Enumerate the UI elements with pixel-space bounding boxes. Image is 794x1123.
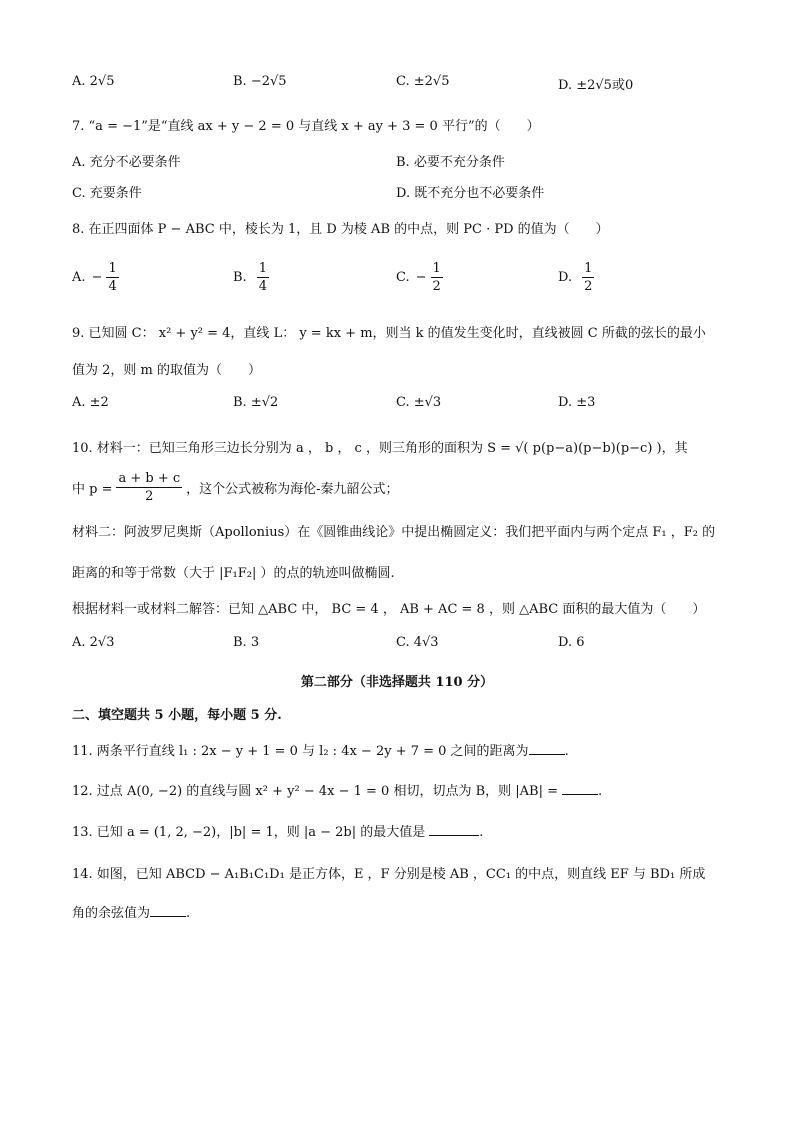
- q7-options: [72, 151, 732, 171]
- q10-option-b: B. 3: [233, 635, 260, 650]
- q14-line-2-text: 角的余弦值为: [72, 906, 151, 921]
- q7-options-2: [72, 182, 732, 202]
- q11-period: .: [564, 744, 569, 759]
- q9-option-a: A. ±2: [72, 395, 109, 410]
- q10-option-c: C. 4√3: [396, 635, 439, 650]
- q10-line-4: 距离的和等于常数（大于 |F₁F₂| ）的点的轨迹叫做椭圆.: [72, 566, 395, 581]
- q8-option-d: [558, 260, 594, 295]
- q10-option-d: D. 6: [558, 635, 585, 650]
- q9-option-c: C. ±√3: [396, 395, 442, 410]
- q8-option-b-label: B.: [233, 270, 247, 285]
- q7-stem: 7. “a = −1”是“直线 ax + y − 2 = 0 与直线 x + ay + 3 = 0 平行”的（ ）: [72, 119, 540, 134]
- q10-p-denominator: 2: [145, 489, 154, 504]
- q7-option-b: B. 必要不充分条件: [396, 155, 505, 170]
- q8-option-a-num: 1: [108, 261, 117, 276]
- q6-options: [72, 74, 732, 94]
- q8-option-c-label: C.: [396, 270, 410, 285]
- q6-option-b: B. −2√5: [233, 74, 287, 89]
- q11-text: 11. 两条平行直线 l₁ : 2x − y + 1 = 0 与 l₂ : 4x − 2y + 7 = 0 之间的距离为: [72, 744, 529, 759]
- q8-option-a-sign: −: [91, 270, 103, 285]
- q8-option-d-num: 1: [584, 261, 593, 276]
- q6-option-a: A. 2√5: [72, 74, 115, 89]
- part2-title: 第二部分（非选择题共 110 分）: [300, 675, 494, 690]
- q8-option-b-num: 1: [258, 261, 267, 276]
- q6-option-c: C. ±2√5: [396, 74, 450, 89]
- q8-stem: 8. 在正四面体 P − ABC 中，棱长为 1，且 D 为棱 AB 的中点，则 PC · PD 的值为（ ）: [72, 222, 609, 237]
- q10-p-fraction: [116, 470, 182, 505]
- q9-options: [72, 395, 732, 415]
- q8-option-a-label: A.: [72, 270, 86, 285]
- q8-option-c: [396, 260, 443, 295]
- q8-option-a-den: 4: [108, 279, 117, 294]
- q8-option-d-fraction: [582, 260, 594, 295]
- q10-options: [72, 635, 732, 655]
- section-title: 二、填空题共 5 小题，每小题 5 分.: [72, 708, 282, 723]
- q8-option-c-fraction: [431, 260, 443, 295]
- q14-answer-blank[interactable]: [150, 904, 186, 917]
- q13-period: .: [479, 825, 484, 840]
- q10-option-a: A. 2√3: [72, 635, 115, 650]
- q8-option-a-fraction: [106, 260, 118, 295]
- q10-line-2: [72, 470, 399, 505]
- q12-period: .: [597, 784, 603, 799]
- q10-line-3: 材料二：阿波罗尼奥斯（Apollonius）在《圆锥曲线论》中提出椭圆定义：我们把平面内与两个定点 F₁ ，F₂ 的: [72, 525, 716, 540]
- q7-option-a: A. 充分不必要条件: [72, 155, 181, 170]
- q13-answer-blank[interactable]: [429, 823, 479, 836]
- q8-option-b-den: 4: [258, 279, 267, 294]
- q8-option-d-label: D.: [558, 270, 573, 285]
- q10-line-5: 根据材料一或材料二解答：已知 △ABC 中， BC = 4 ， AB + AC = 8 ，则 △ABC 面积的最大值为（ ）: [72, 602, 706, 617]
- q10-line-1: 10. 材料一：已知三角形三边长分别为 a ， b ， c ，则三角形的面积为 S = √( p(p−a)(p−b)(p−c) )，其: [72, 441, 688, 456]
- q13: [72, 821, 483, 840]
- q8-option-b: [233, 260, 269, 295]
- q8-option-a: [72, 260, 119, 295]
- q7-option-c: C. 充要条件: [72, 186, 142, 201]
- q13-text: 13. 已知 a = (1, 2, −2)，|b| = 1，则 |a − 2b| 的最大值是: [72, 825, 426, 840]
- q8-option-c-num: 1: [432, 261, 441, 276]
- q10-line-2-pre: 中 p =: [72, 482, 113, 497]
- q12-text: 12. 过点 A(0, −2) 的直线与圆 x² + y² − 4x − 1 = 0 相切，切点为 B，则 |AB| =: [72, 784, 558, 799]
- q9-option-d: D. ±3: [558, 395, 596, 410]
- q10-p-numerator: a + b + c: [118, 471, 181, 486]
- q9-option-b: B. ±√2: [233, 395, 279, 410]
- q8-options: [72, 260, 732, 300]
- q8-option-c-den: 2: [432, 279, 441, 294]
- q14-line-1: 14. 如图，已知 ABCD − A₁B₁C₁D₁ 是正方体，E ，F 分别是棱 AB ，CC₁ 的中点，则直线 EF 与 BD₁ 所成: [72, 867, 706, 882]
- q8-option-d-den: 2: [584, 279, 593, 294]
- q14-line-2: [72, 902, 190, 921]
- q10-line-2-post: ，这个公式被称为海伦-秦九韶公式；: [186, 482, 399, 497]
- q7-option-d: D. 既不充分也不必要条件: [396, 186, 545, 201]
- q9-stem-line-1: 9. 已知圆 C： x² + y² = 4，直线 L： y = kx + m，则当 k 的值发生变化时，直线被圆 C 所截的弦长的最小: [72, 326, 706, 341]
- q8-option-b-fraction: [257, 260, 269, 295]
- q11-answer-blank[interactable]: [529, 742, 565, 755]
- q12-answer-blank[interactable]: [562, 782, 598, 795]
- q9-stem-line-2: 值为 2，则 m 的取值为（ ）: [72, 363, 261, 378]
- q8-option-c-sign: −: [415, 270, 427, 285]
- q11: [72, 740, 569, 759]
- q6-option-d: D. ±2√5或0: [558, 78, 634, 93]
- q14-period: .: [186, 906, 191, 921]
- q12: [72, 780, 602, 799]
